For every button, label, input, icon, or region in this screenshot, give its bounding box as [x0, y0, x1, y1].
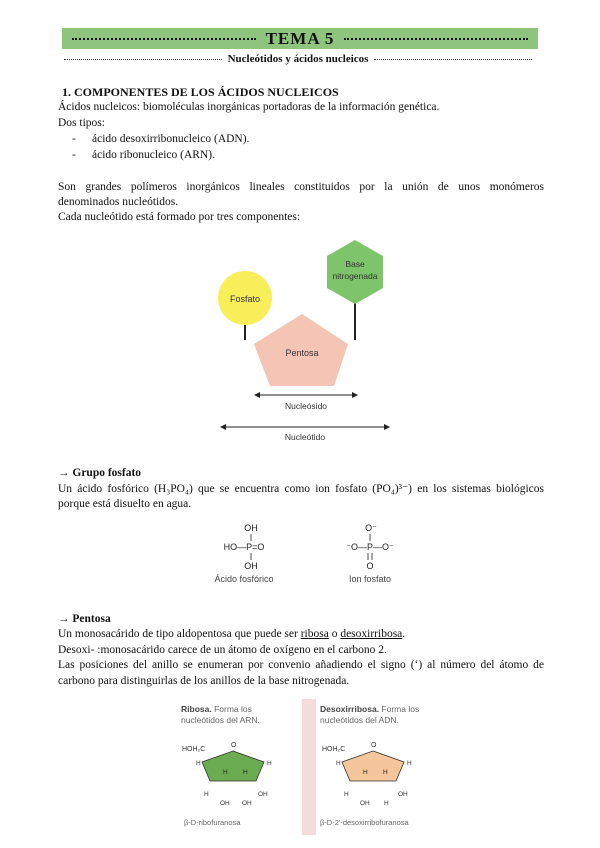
svg-text:H: H [204, 791, 209, 798]
list-item-text: ácido desoxirribonucleico (ADN). [92, 133, 250, 145]
pentosa-line1-mid: o [328, 628, 341, 640]
svg-text:H: H [267, 760, 272, 767]
desoxirribosa-ring [342, 751, 404, 781]
pentosa-label: Pentosa [285, 348, 319, 358]
desoxirribosa-panel [316, 699, 442, 835]
desoxi-title-bold: Desoxirribosa. [320, 704, 380, 714]
phosphate-structures [206, 520, 406, 590]
desoxi-title-rest: Forma los [379, 704, 420, 714]
nucleotido-label: Nucleótido [284, 432, 326, 442]
panel-divider [302, 699, 316, 835]
pentosa-line1-pre: Un monosacárido de tipo aldopentosa que puede ser [58, 628, 301, 640]
ribosa-title-line2: nucleótidos del ARN. [181, 715, 260, 725]
subtitle-dots-right [374, 59, 532, 60]
acid-caption: Ácido fosfórico [214, 574, 274, 584]
list-item: - ácido ribonucleico (ARN). [72, 149, 215, 161]
subtitle-dots-left [64, 59, 222, 60]
desoxi-title-line2: nucleótidos del ADN. [320, 715, 399, 725]
ion-top: O⁻ [365, 523, 377, 533]
svg-text:Desoxirribosa. Forma los [320, 704, 419, 714]
svg-text:OH: OH [258, 791, 268, 798]
ion-bottom: O [366, 561, 374, 571]
pentosa-line1-post: . [402, 628, 406, 640]
ribosa-title-rest: Forma los [211, 704, 252, 714]
svg-text:Ribosa. Forma los [181, 704, 252, 714]
svg-text:H: H [243, 769, 248, 776]
pentosa-line2: Desoxi- :monosacárido carece de un átomo de oxígeno en el carbono 2. [58, 644, 387, 656]
definition-text: Ácidos nucleicos: biomoléculas inorgánicas portadoras de la información genética. [58, 101, 440, 113]
section-heading: 1. COMPONENTES DE LOS ÁCIDOS NUCLEICOS [62, 85, 339, 99]
base-label-line1: Base [345, 259, 365, 269]
desoxi-caption: β-D-2'-desoxirribofuranosa [320, 818, 409, 827]
nucleotide-diagram [210, 236, 400, 446]
banner-dots-right [344, 38, 528, 40]
components-intro: Cada nucleótido está formado por tres componentes: [58, 211, 301, 223]
fosfato-line2: porque está disuelto en agua. [58, 498, 192, 510]
banner-dots-left [72, 38, 256, 40]
page-title: TEMA 5 [265, 28, 335, 48]
svg-text:H: H [363, 769, 368, 776]
pentosa-heading: → Pentosa [58, 613, 111, 625]
acid-middle: HO—P=O [223, 542, 265, 552]
list-item: - ácido desoxirribonucleico (ADN). [72, 133, 250, 145]
ribosa-caption: β-D-ribofuranosa [184, 818, 241, 827]
polymers-line1: Son grandes polímeros inorgánicos lineales constituidos por la unión de unos monómeros [58, 181, 544, 193]
polymers-line2: denominados nucleótidos. [58, 196, 179, 208]
svg-text:H: H [383, 769, 388, 776]
ribosa-title-bold: Ribosa. [181, 704, 212, 714]
svg-text:OH: OH [220, 800, 230, 807]
pentosa-line3: Las posiciones del anillo se enumeran por convenio añadiendo el signo (‘) al número del átomo de [58, 659, 544, 671]
svg-text:HOH₂C: HOH₂C [322, 746, 346, 753]
svg-text:H: H [407, 760, 412, 767]
acid-bottom: OH [244, 561, 258, 571]
acid-top: OH [244, 523, 258, 533]
base-label-line2: nitrogenada [332, 271, 378, 281]
list-item-text: ácido ribonucleico (ARN). [92, 149, 215, 161]
svg-text:OH: OH [398, 791, 408, 798]
svg-text:OH: OH [360, 800, 370, 807]
title-banner [62, 28, 538, 49]
svg-text:H: H [223, 769, 228, 776]
fosfato-label: Fosfato [229, 294, 261, 304]
svg-text:H: H [384, 800, 389, 807]
svg-text:H: H [196, 760, 201, 767]
fosfato-heading: → Grupo fosfato [58, 467, 142, 479]
svg-text:H: H [344, 791, 349, 798]
fosfato-line1: Un ácido fosfórico (H₃PO₄) que se encuentra como ion fosfato (PO₄)³⁻) en los sistemas biológicos [58, 483, 544, 495]
subtitle-bar [62, 52, 538, 66]
ion-caption: Ion fosfato [348, 574, 392, 584]
ribosa-link: ribosa [300, 628, 329, 640]
svg-text:OH: OH [242, 800, 252, 807]
pentosa-line1 [58, 627, 405, 641]
svg-text:HOH₂C: HOH₂C [182, 746, 206, 753]
pentosa-line4: carbono para distinguirlas de los anillos de la base nitrogenada. [58, 675, 350, 687]
svg-text:O: O [371, 742, 377, 749]
ion-middle: ⁻O—P—O⁻ [346, 542, 394, 552]
nucleosido-label: Nucleósido [284, 401, 328, 411]
svg-text:O: O [231, 742, 237, 749]
desoxirribosa-link: desoxirribosa [340, 628, 403, 640]
svg-text:H: H [336, 760, 341, 767]
ribosa-panel [176, 699, 302, 835]
ribosa-ring [202, 751, 264, 781]
page-subtitle: Nucleótidos y ácidos nucleicos [227, 53, 369, 65]
types-intro: Dos tipos: [58, 117, 105, 129]
